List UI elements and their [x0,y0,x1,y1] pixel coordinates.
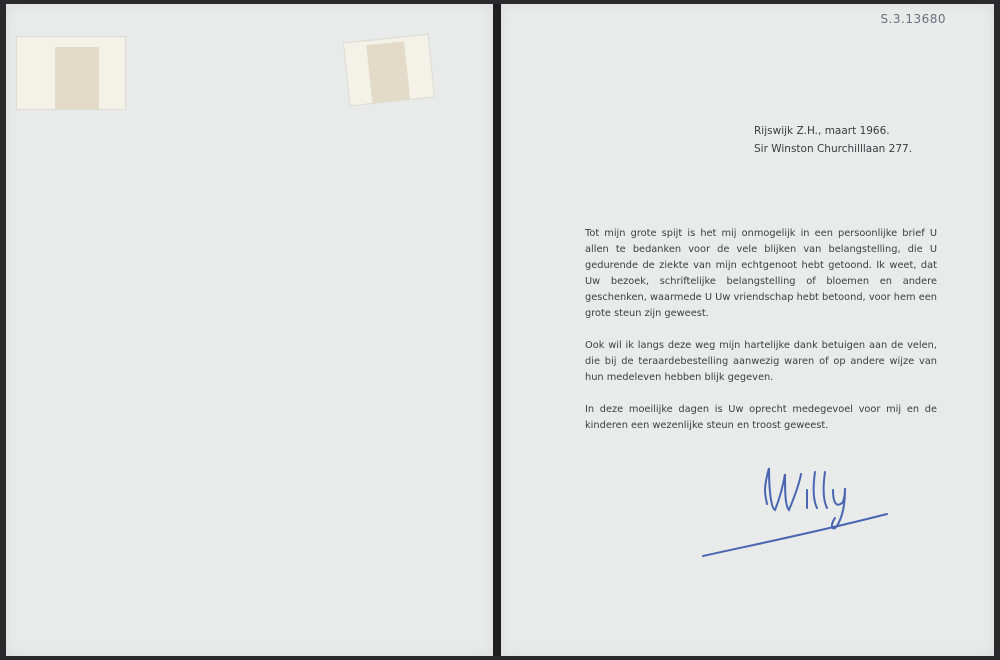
left-page [6,4,493,656]
paragraph: In deze moeilijke dagen is Uw oprecht medegevoel voor mij en de kinderen een wezenlijke steun en troost geweest. [585,404,937,431]
paragraph: Tot mijn grote spijt is het mij onmogelijk in een persoonlijke brief U allen te bedanken voor de vele blijken van belangstelling, die U gedurende de ziekte van mijn echtgenoot hebt getoond. Ik weet, dat Uw bezoek, schriftelijke belangstelling of bloemen en andere geschenken, waarmede U Uw vriendschap hebt betoond, voor hem een grote steun zijn geweest. [585,228,937,319]
tape-piece-left [16,36,126,110]
right-page [501,4,994,656]
place-date: Rijswijk Z.H., maart 1966. [754,125,890,137]
tape-stain [366,41,410,103]
street-address: Sir Winston Churchilllaan 277. [754,143,913,155]
archive-number: S.3.13680 [880,12,946,26]
page-divider [493,4,501,656]
paragraph: Ook wil ik langs deze weg mijn hartelijke dank betuigen aan de velen, die bij de teraardebestelling aanwezig waren of op andere wijze van hun medeleven hebben blijk gegeven. [585,340,937,383]
handwritten-signature [697,460,897,560]
letter-header [754,122,912,158]
tape-piece-right [343,34,435,107]
letter-body [585,226,937,450]
tape-stain [55,47,99,109]
